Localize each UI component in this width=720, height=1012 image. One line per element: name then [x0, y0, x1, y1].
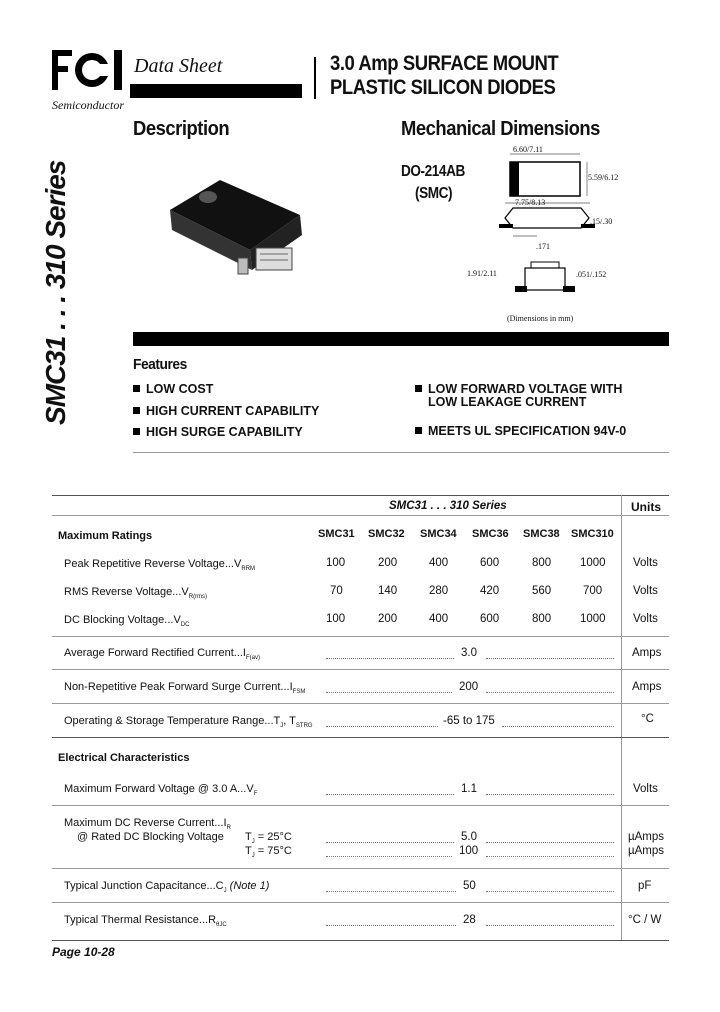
row-sub: F(av) — [245, 655, 260, 662]
t-sub: J — [251, 839, 255, 846]
cell-unit: Amps — [632, 647, 662, 659]
row-label-text: Maximum Forward Voltage @ 3.0 A...V — [64, 783, 254, 795]
units-column-divider — [621, 495, 622, 941]
row-peak-repetitive — [64, 558, 255, 572]
row-sub: R(rms) — [188, 594, 208, 601]
dot-leader — [486, 794, 614, 795]
dot-leader — [486, 891, 614, 892]
feature-text: MEETS UL SPECIFICATION 94V-0 — [428, 424, 627, 438]
cell-unit: Volts — [633, 783, 658, 795]
feature-high-surge — [133, 425, 303, 439]
mechanical-heading: Mechanical Dimensions — [401, 118, 600, 140]
row-junction-cap — [64, 880, 269, 894]
cell-unit: Volts — [633, 585, 658, 597]
cell-unit: Volts — [633, 613, 658, 625]
feature-low-cost — [133, 382, 213, 396]
t-sub: J — [251, 853, 255, 860]
model-smc34: SMC34 — [420, 528, 457, 540]
temp-25 — [245, 831, 292, 845]
title-line1: 3.0 Amp SURFACE MOUNT — [330, 52, 559, 75]
cell-value: 100 — [326, 557, 346, 569]
data-sheet-label: Data Sheet — [134, 55, 223, 77]
model-smc31: SMC31 — [318, 528, 355, 540]
cell-value: 200 — [378, 557, 398, 569]
feature-text: LOW FORWARD VOLTAGE WITH — [428, 382, 623, 396]
logo-subtitle: Semiconductor — [52, 98, 124, 112]
row-forward-voltage — [64, 783, 257, 797]
cell-value: 280 — [429, 585, 449, 597]
row-reverse-current — [64, 817, 231, 831]
feature-text: HIGH CURRENT CAPABILITY — [146, 404, 320, 418]
cell-value: 100 — [459, 845, 479, 857]
model-smc36: SMC36 — [472, 528, 509, 540]
row-avg-forward — [64, 647, 260, 661]
header-bar-left — [130, 84, 302, 98]
package-alt: (SMC) — [415, 185, 453, 202]
package-name: DO-214AB — [401, 163, 465, 180]
cell-value: -65 to 175 — [443, 715, 495, 727]
row-sub: θJC — [216, 922, 227, 929]
units-header: Units — [631, 500, 661, 514]
cell-value: 1.1 — [461, 783, 477, 795]
t-symbol: T — [245, 831, 252, 843]
dim-d2: 5.59/6.12 — [588, 173, 619, 182]
row-rule — [52, 636, 669, 637]
cell-unit: Amps — [632, 681, 662, 693]
bullet-icon — [415, 427, 422, 434]
model-smc38: SMC38 — [523, 528, 560, 540]
t-value: = 75°C — [257, 845, 292, 857]
dot-leader — [486, 692, 614, 693]
cell-unit: °C / W — [628, 914, 662, 926]
dim-d1: 6.60/7.11 — [513, 145, 543, 154]
row-reverse-current-2: @ Rated DC Blocking Voltage — [77, 831, 224, 843]
dot-leader — [326, 925, 456, 926]
dim-d5: .171 — [536, 242, 550, 251]
cell-value: 200 — [459, 681, 479, 693]
dimension-diagram-icon — [465, 140, 655, 315]
feature-ul-spec — [415, 424, 626, 438]
feature-text: HIGH SURGE CAPABILITY — [146, 425, 303, 439]
series-header: SMC31 . . . 310 Series — [389, 500, 507, 512]
row-label-text: Peak Repetitive Reverse Voltage...V — [64, 558, 242, 570]
side-series-text: SMC31 . . . 310 Series — [40, 160, 71, 425]
t-symbol: T — [245, 845, 252, 857]
cell-value: 70 — [330, 585, 343, 597]
diode-image — [160, 170, 310, 280]
side-series-title — [40, 160, 80, 425]
cell-value: 600 — [480, 557, 500, 569]
features-bottom-rule — [133, 452, 669, 453]
features-heading: Features — [133, 356, 187, 373]
cell-value: 600 — [480, 613, 500, 625]
cell-value: 28 — [463, 914, 476, 926]
cell-value: 100 — [326, 613, 346, 625]
dot-leader — [486, 842, 614, 843]
row-label-text: DC Blocking Voltage...V — [64, 614, 181, 626]
bullet-icon — [133, 407, 140, 414]
dot-leader — [486, 856, 614, 857]
row-sub: DC — [180, 622, 190, 629]
model-smc32: SMC32 — [368, 528, 405, 540]
table-top-rule — [52, 495, 669, 496]
dim-d4: .15/.30 — [590, 217, 613, 226]
row-rule — [52, 737, 669, 738]
description-heading: Description — [133, 118, 230, 140]
row-label-text: Typical Junction Capacitance...C — [64, 880, 224, 892]
row-sub: FSM — [292, 689, 306, 696]
row-rule — [52, 902, 669, 903]
max-ratings-label: Maximum Ratings — [58, 530, 153, 542]
row-label-text: Non-Repetitive Peak Forward Surge Current...I — [64, 681, 293, 693]
row-rms-reverse — [64, 586, 207, 600]
dot-leader — [486, 658, 614, 659]
dim-d6: 1.91/2.11 — [467, 269, 497, 278]
row-sub: J — [280, 723, 284, 730]
dot-leader — [326, 794, 454, 795]
dot-leader — [326, 692, 452, 693]
temp-75 — [245, 845, 292, 859]
bullet-icon — [133, 428, 140, 435]
features-bar — [133, 332, 669, 346]
feature-high-current — [133, 404, 319, 418]
cell-unit: °C — [641, 713, 654, 725]
dot-leader — [326, 842, 454, 843]
row-label-text: Operating & Storage Temperature Range...T — [64, 715, 281, 727]
dim-d3: 7.75/8.13 — [515, 198, 546, 207]
row-label-text: RMS Reverse Voltage...V — [64, 586, 189, 598]
cell-value: 1000 — [580, 613, 606, 625]
dot-leader — [326, 891, 456, 892]
row-label-text: Maximum DC Reverse Current...I — [64, 817, 227, 829]
row-dc-blocking — [64, 614, 189, 628]
smc-diode-icon — [160, 170, 310, 280]
header-divider — [314, 57, 316, 99]
dim-d7: .051/.152 — [576, 270, 607, 279]
dimension-drawing — [465, 140, 655, 315]
row-label-text2: , T — [283, 715, 296, 727]
feature-text: LOW COST — [146, 382, 214, 396]
cell-value: 700 — [583, 585, 603, 597]
note-ref: (Note 1) — [229, 880, 270, 892]
cell-value: 400 — [429, 613, 449, 625]
page-number: Page 10-28 — [52, 945, 115, 959]
cell-value: 140 — [378, 585, 398, 597]
cell-unit: µAmps — [628, 845, 665, 857]
row-sub2: STRG — [295, 723, 313, 730]
row-sub: RRM — [241, 566, 255, 573]
bullet-icon — [133, 385, 140, 392]
t-value: = 25°C — [257, 831, 292, 843]
row-surge-current — [64, 681, 305, 695]
row-rule — [52, 868, 669, 869]
cell-value: 3.0 — [461, 647, 477, 659]
row-temp-range — [64, 715, 313, 729]
dot-leader — [326, 726, 438, 727]
cell-unit: pF — [638, 880, 652, 892]
cell-value: 800 — [532, 613, 552, 625]
header-rule — [52, 515, 669, 516]
bullet-icon — [415, 385, 422, 392]
row-label-text: Typical Thermal Resistance...R — [64, 914, 217, 926]
feature-text-b: LOW LEAKAGE CURRENT — [428, 395, 587, 409]
cell-unit: Volts — [633, 557, 658, 569]
cell-unit: µAmps — [628, 831, 665, 843]
cell-value: 800 — [532, 557, 552, 569]
cell-value: 5.0 — [461, 831, 477, 843]
cell-value: 420 — [480, 585, 500, 597]
cell-value: 400 — [429, 557, 449, 569]
cell-value: 50 — [463, 880, 476, 892]
cell-value: 200 — [378, 613, 398, 625]
dot-leader — [326, 856, 452, 857]
row-rule — [52, 669, 669, 670]
feature-low-forward — [415, 383, 622, 409]
row-thermal — [64, 914, 227, 928]
dot-leader — [486, 925, 614, 926]
dot-leader — [326, 658, 454, 659]
model-smc310: SMC310 — [571, 528, 614, 540]
fci-logo-icon — [52, 50, 124, 98]
row-label-text: Average Forward Rectified Current...I — [64, 647, 246, 659]
row-sub: F — [253, 791, 258, 798]
row-rule — [52, 805, 669, 806]
row-sub: J — [223, 888, 227, 895]
title-line2: PLASTIC SILICON DIODES — [330, 76, 556, 99]
dot-leader — [502, 726, 614, 727]
dim-note: (Dimensions in mm) — [507, 314, 574, 323]
cell-value: 560 — [532, 585, 552, 597]
logo — [52, 50, 124, 98]
row-rule — [52, 703, 669, 704]
cell-value: 1000 — [580, 557, 606, 569]
elec-label: Electrical Characteristics — [58, 752, 190, 764]
table-bottom-rule — [52, 940, 669, 941]
row-sub: R — [226, 825, 231, 832]
